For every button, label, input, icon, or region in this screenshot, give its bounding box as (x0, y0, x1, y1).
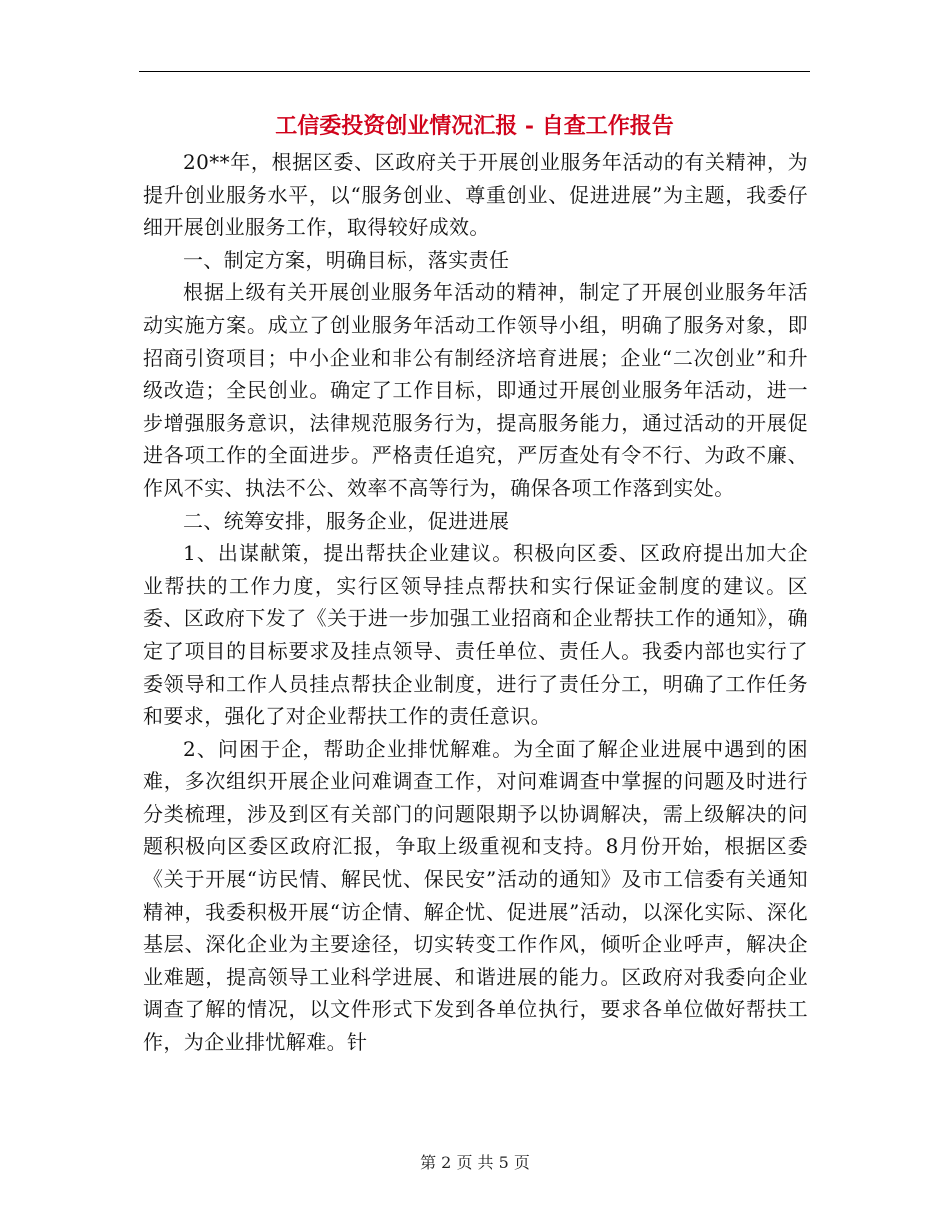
header-rule (139, 71, 810, 72)
document-body (143, 146, 808, 1059)
page-number: 第 2 页 共 5 页 (420, 1153, 530, 1172)
paragraph-intro: 20**年，根据区委、区政府关于开展创业服务年活动的有关精神，为提升创业服务水平，以“服务创业、尊重创业、促进进展”为主题，我委仔细开展创业服务工作，取得较好成效。 (143, 150, 808, 240)
section-heading-1: 一、制定方案，明确目标，落实责任 (183, 247, 510, 272)
document-title: 工信委投资创业情况汇报 - 自查工作报告 (275, 113, 674, 139)
paragraph-section-1: 根据上级有关开展创业服务年活动的精神，制定了开展创业服务年活动实施方案。成立了创业服务年活动工作领导小组，明确了服务对象，即招商引资项目；中小企业和非公有制经济培育进展；企业“二次创业”和升级改造；全民创业。确定了工作目标，即通过开展创业服务年活动，进一步增强服务意识，法律规范服务行为，提高服务能力，通过活动的开展促进各项工作的全面进步。严格责任追究，严厉查处有令不行、为政不廉、作风不实、执法不公、效率不高等行为，确保各项工作落到实处。 (143, 280, 808, 500)
section-heading-2: 二、统筹安排，服务企业，促进进展 (183, 508, 510, 533)
paragraph-item-2: 2、问困于企，帮助企业排忧解难。为全面了解企业进展中遇到的困难，多次组织开展企业问难调查工作，对问难调查中掌握的问题及时进行分类梳理，涉及到区有关部门的问题限期予以协调解决，需上级解决的问题积极向区委区政府汇报，争取上级重视和支持。8月份开始，根据区委《关于开展“访民情、解民忧、保民安”活动的通知》及市工信委有关通知精神，我委积极开展“访企情、解企忧、促进展”活动，以深化实际、深化基层、深化企业为主要途径，切实转变工作作风，倾听企业呼声，解决企业难题，提高领导工业科学进展、和谐进展的能力。区政府对我委向企业调查了解的情况，以文件形式下发到各单位执行，要求各单位做好帮扶工作，为企业排忧解难。针 (143, 736, 808, 1055)
paragraph-item-1: 1、出谋献策，提出帮扶企业建议。积极向区委、区政府提出加大企业帮扶的工作力度，实行区领导挂点帮扶和实行保证金制度的建议。区委、区政府下发了《关于进一步加强工业招商和企业帮扶工作的通知》，确定了项目的目标要求及挂点领导、责任单位、责任人。我委内部也实行了委领导和工作人员挂点帮扶企业制度，进行了责任分工，明确了工作任务和要求，强化了对企业帮扶工作的责任意识。 (143, 541, 808, 729)
